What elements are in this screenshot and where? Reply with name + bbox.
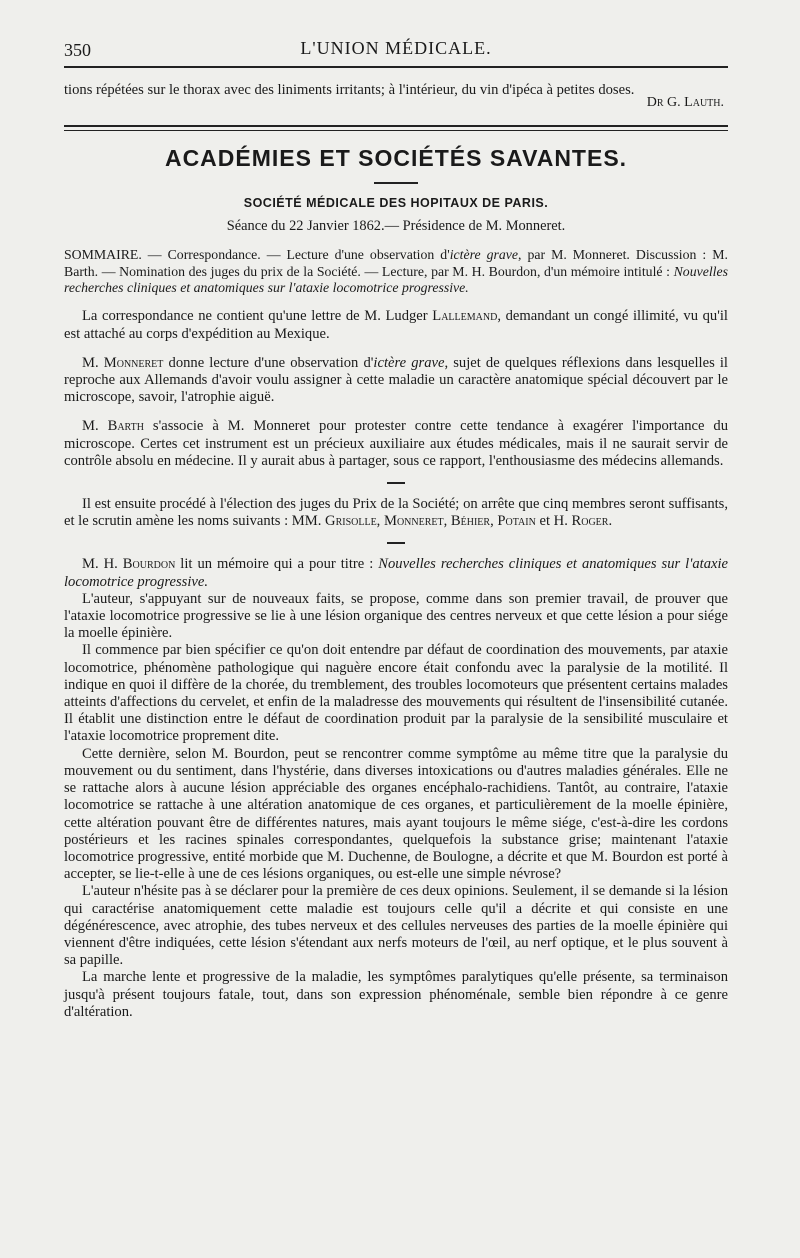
sommaire-italic2: Nouvelles recherches cliniques et anatomiques sur l'ataxie locomotrice progressive. [64, 263, 728, 296]
para1-text: La correspondance ne contient qu'une lettre de M. Ludger [82, 308, 433, 325]
para2-text: donne lecture d'une observation d' [163, 354, 374, 371]
paragraph-coordination: Il commence par bien spécifier ce qu'on doit entendre par défaut de coordination des mouvements, par ataxie locomotrice, phénomène pathologique qui naguère encore était confondu avec la paralysie de la motilité. Il indique en quoi il diffère de la chorée, du tremblement, des troubles locomoteurs que présentent certains malades atteints d'affections du cervelet, et enfin de la maladresse des mouvements qui résultent de l'insensibilité cutanée. Il établit une distinction entre le défaut de coordination produit par la paralysie de la sensibilité musculaire et l'ataxie locomotrice proprement dite. [64, 642, 728, 745]
para5-italic: Nouvelles recherches cliniques et anatomiques sur l'ataxie locomotrice progressive. [64, 556, 728, 590]
page-number: 350 [64, 40, 91, 60]
para4-last-name: H. Roger [553, 513, 609, 530]
sommaire-italic1: ictère grave [449, 247, 518, 263]
para5-name: M. H. Bourdon [82, 556, 176, 573]
separator-rule [387, 542, 405, 544]
paragraph-monneret [64, 355, 728, 407]
para1-text-end: , demandant un congé illimité, vu qu'il est attaché au corps d'expédition au Mexique. [64, 308, 728, 342]
para4-and: et [535, 513, 554, 530]
sommaire-part2: , par M. Monneret. Discussion : M. Barth. — Nomination des juges du prix de la Société. — Lecture, par M. H. Bourdon, d'un mémoire intitulé : [64, 247, 728, 279]
section-title: ACADÉMIES ET SOCIÉTÉS SAVANTES. [164, 145, 628, 172]
paragraph-opinions: L'auteur n'hésite pas à se déclarer pour la première de ces deux opinions. Seulement, il se demande si la lésion qui caractérise anatomiquement cette maladie est toujours celle qu'il a décrite et qui consiste en une dégénérescence, avec atrophie, des tubes nerveux et des cellules nerveuses des parties de la moelle épinière qui viennent d'être indiquées, cette lésion s'étendant aux nerfs moteurs de l'œil, au nerf optique, et le plus souvent à sa papille. [64, 883, 728, 969]
paragraph-auteur: L'auteur, s'appuyant sur de nouveaux faits, se propose, comme dans son premier travail, de prouver que l'ataxie locomotrice progressive se lie à une lésion organique des centres nerveux et que cette lésion a pour siége la moelle épinière. [64, 590, 728, 642]
para4-end: . [608, 513, 613, 530]
continuation-text: tions répétées sur le thorax avec des liniments irritants; à l'intérieur, du vin d'ipéca à petites doses. [64, 82, 635, 98]
society-name: SOCIÉTÉ MÉDICALE DES HOPITAUX DE PARIS. [243, 196, 549, 211]
paragraph-derniere: Cette dernière, selon M. Bourdon, peut se rencontrer comme symptôme au même titre que la paralysie du mouvement ou du sentiment, dans l'hystérie, dans diverses intoxications ou d'autres maladies générales. Elle ne se rattache alors à aucune lésion appréciable des organes encéphalo-rachidiens. Tantôt, au contraire, l'ataxie locomotrice se rattache à une altération anatomique de ces organes, et particulièrement de la moelle épinière, cette altération pouvant être de différentes natures, mais ayant toujours le même siége, c'est-à-dire les cordons postérieurs et les racines spinales correspondantes, quelquefois la substance grise; maintenant l'ataxie locomotrice progressive, entité morbide que M. Duchenne, de Boulogne, a décrite et que M. Bourdon est porté à accepter, se lie-t-elle à une de ces lésions organiques, ou est-elle une simple névrose? [64, 745, 728, 883]
para3-text: s'associe à M. Monneret pour protester contre cette tendance à exagérer l'importance du microscope. Certes cet instrument est un précieux auxiliaire aux études médicales, mais il ne saurait servir de contrôle absolu en médecine. Il y aurait abus à partager, sous ce rapport, l'enthousiasme des médecins allemands. [64, 418, 728, 469]
para5-text: lit un mémoire qui a pour titre : [175, 556, 379, 573]
para2-text-end: , sujet de quelques réflexions dans lesquelles il reproche aux Allemands d'avoir voulu assigner à cette maladie un caractère anatomique spécial découvert par le microscope, savoir, l'atrophie aiguë. [64, 354, 728, 406]
paragraph-bourdon [64, 556, 728, 590]
header-rule [64, 66, 728, 68]
running-head [64, 30, 728, 64]
paragraph-correspondance [64, 308, 728, 342]
title-rule [374, 182, 418, 184]
journal-title: L'UNION MÉDICALE. [300, 38, 492, 58]
para1-name: Lallemand [432, 308, 498, 325]
sommaire-part1: — Correspondance. — Lecture d'une observation d' [141, 247, 450, 263]
paragraph-barth [64, 418, 728, 470]
seance-line: Séance du 22 Janvier 1862.— Présidence de M. Monneret. [226, 218, 566, 235]
para2-name: M. Monneret [82, 354, 164, 371]
sommaire [64, 247, 728, 296]
para4-text: Il est ensuite procédé à l'élection des juges du Prix de la Société; on arrête que cinq membres seront suffisants, et le scrutin amène les noms suivants : MM. [64, 496, 728, 530]
para3-name: M. Barth [82, 418, 144, 435]
separator-rule [387, 482, 405, 484]
paragraph-marche: La marche lente et progressive de la maladie, les symptômes paralytiques qu'elle présente, sa terminaison jusqu'à présent toujours fatale, tout, dans son expression phénoménale, semble bien répondre à ce genre d'altération. [64, 969, 728, 1020]
para4-names: Grisolle, Monneret, Béhier, Potain [325, 513, 536, 530]
paragraph-election [64, 496, 728, 530]
para2-italic: ictère grave [373, 354, 445, 371]
signature: Dr G. Lauth. [646, 95, 724, 111]
section-double-rule [64, 125, 728, 131]
sommaire-label: SOMMAIRE. [64, 247, 142, 263]
